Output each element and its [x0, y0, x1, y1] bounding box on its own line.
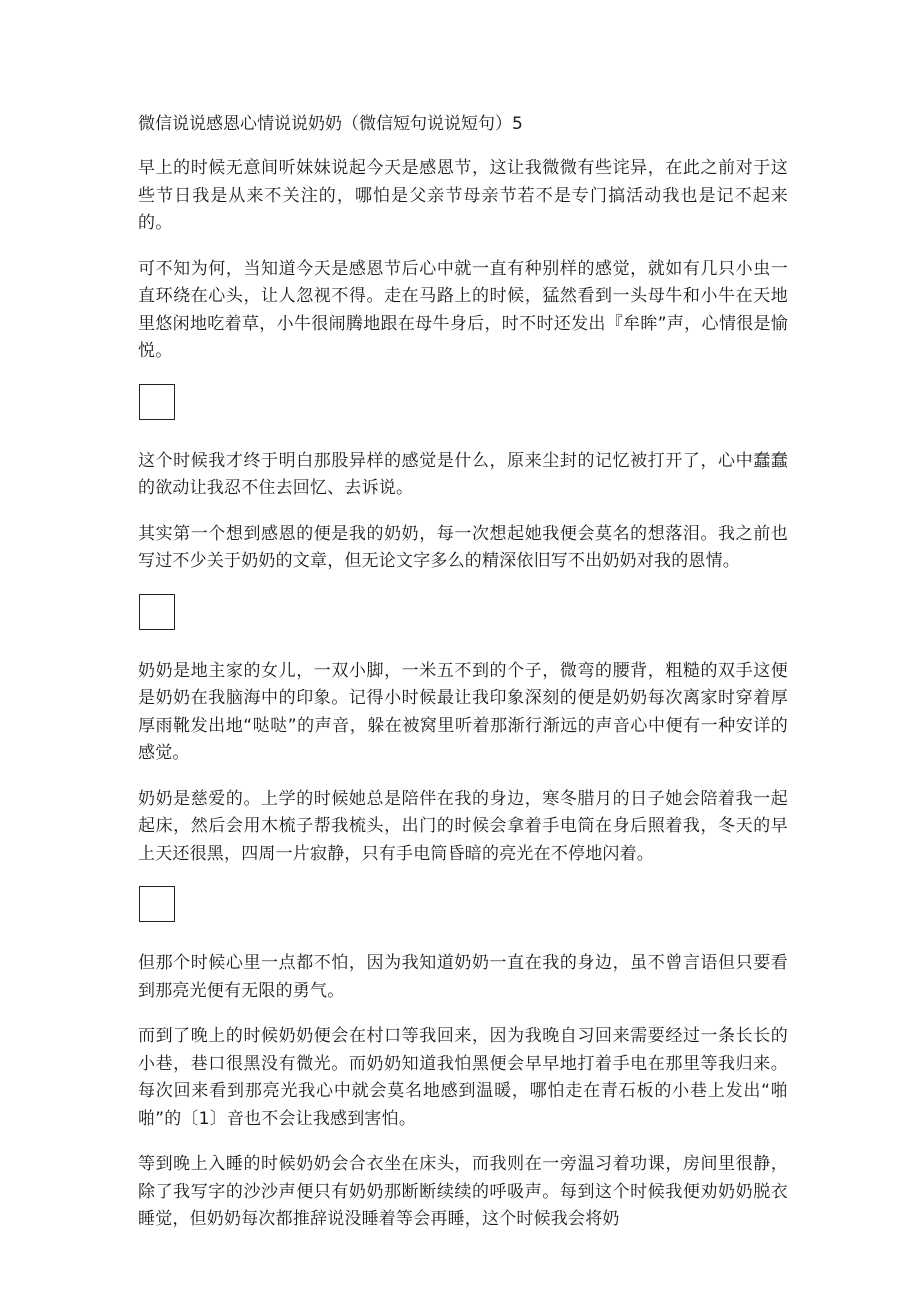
paragraph-7: 但那个时候心里一点都不怕，因为我知道奶奶一直在我的身边，虽不曾言语但只要看到那亮光便有无限的勇气。: [138, 953, 788, 1001]
paragraph-2: 可不知为何，当知道今天是感恩节后心中就一直有种别样的感觉，就如有几只小虫一直环绕在心头，让人忽视不得。走在马路上的时候，猛然看到一头母牛和小牛在天地里悠闲地吃着草，小牛很闹腾地跟在母牛身后，时不时还发出『牟眸”声，心情很是愉悦。: [138, 258, 788, 361]
image-placeholder-3: [139, 886, 175, 922]
article-title: 微信说说感恩心情说说奶奶（微信短句说说短句）5: [138, 114, 523, 134]
paragraph-9: 等到晚上入睡的时候奶奶会合衣坐在床头，而我则在一旁温习着功课，房间里很静，除了我写字的沙沙声便只有奶奶那断断续续的呼吸声。每到这个时候我便劝奶奶脱衣睡觉，但奶奶每次都推辞说没睡着等会再睡，这个时候我会将奶: [138, 1154, 788, 1229]
image-placeholder-2: [139, 594, 175, 630]
paragraph-3: 这个时候我才终于明白那股异样的感觉是什么，原来尘封的记忆被打开了，心中蠢蠢的欲动让我忍不住去回忆、去诉说。: [138, 450, 788, 498]
paragraph-4: 其实第一个想到感恩的便是我的奶奶，每一次想起她我便会莫名的想落泪。我之前也写过不少关于奶奶的文章，但无论文字多么的精深依旧写不出奶奶对我的恩情。: [138, 523, 788, 571]
image-placeholder-1: [139, 384, 175, 420]
paragraph-6: 奶奶是慈爱的。上学的时候她总是陪伴在我的身边，寒冬腊月的日子她会陪着我一起起床，然后会用木梳子帮我梳头，出门的时候会拿着手电筒在身后照着我，冬天的早上天还很黑，四周一片寂静，只有手电筒昏暗的亮光在不停地闪着。: [138, 788, 788, 864]
paragraph-5: 奶奶是地主家的女儿，一双小脚，一米五不到的个子，微弯的腰背，粗糙的双手这便是奶奶在我脑海中的印象。记得小时候最让我印象深刻的便是奶奶每次离家时穿着厚厚雨靴发出地“哒哒”的声音，躲在被窝里听着那渐行渐远的声音心中便有一种安详的感觉。: [138, 660, 788, 763]
paragraph-1: 早上的时候无意间听妹妹说起今天是感恩节，这让我微微有些诧异，在此之前对于这些节日我是从来不关注的，哪怕是父亲节母亲节若不是专门搞活动我也是记不起来的。: [138, 158, 788, 233]
paragraph-8: 而到了晚上的时候奶奶便会在村口等我回来，因为我晚自习回来需要经过一条长长的小巷，巷口很黑没有微光。而奶奶知道我怕黑便会早早地打着手电在那里等我归来。每次回来看到那亮光我心中就会莫名地感到温暖，哪怕走在青石板的小巷上发出“啪啪”的〔1〕音也不会让我感到害怕。: [138, 1026, 788, 1129]
article-body: [138, 110, 788, 1252]
